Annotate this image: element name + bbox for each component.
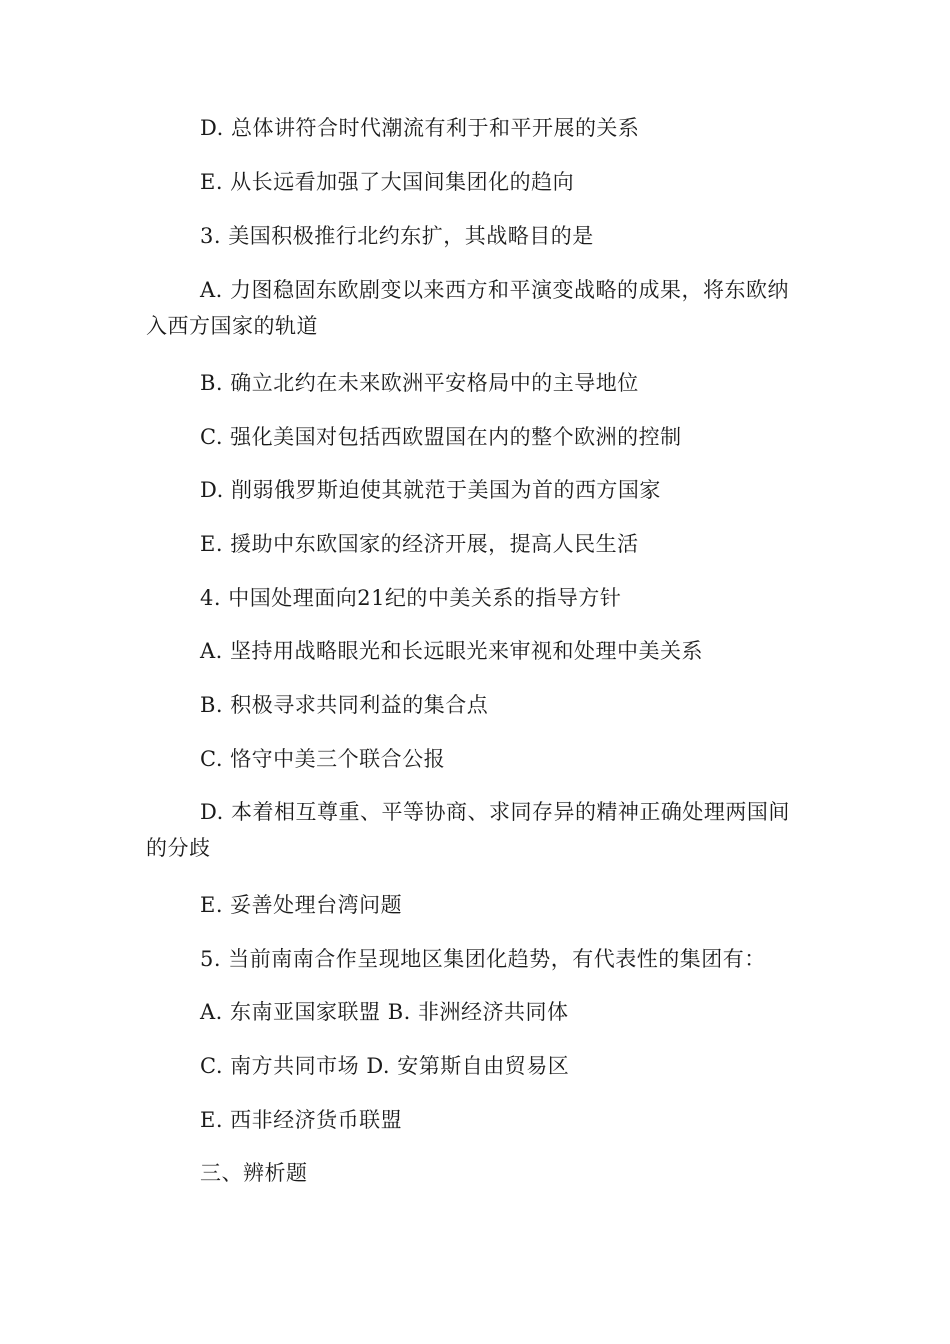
question-4-option-d: D. 本着相互尊重、平等协商、求同存异的精神正确处理两国间的分歧 <box>146 800 790 860</box>
question-4-option-a: A. 坚持用战略眼光和长远眼光来审视和处理中美关系 <box>200 639 704 663</box>
question-4-option-b: B. 积极寻求共同利益的集合点 <box>200 693 489 717</box>
section-heading: 三、辨析题 <box>200 1161 308 1185</box>
question-3-option-b: B. 确立北约在未来欧洲平安格局中的主导地位 <box>200 371 639 395</box>
option-d-line: D. 总体讲符合时代潮流有利于和平开展的关系 <box>200 116 640 140</box>
question-3: 3. 美国积极推行北约东扩，其战略目的是 <box>200 224 594 248</box>
question-4: 4. 中国处理面向21纪的中美关系的指导方针 <box>200 586 622 610</box>
option-e-line: E. 从长远看加强了大国间集团化的趋向 <box>200 170 575 194</box>
question-5-option-e: E. 西非经济货币联盟 <box>200 1108 403 1132</box>
question-3-option-c: C. 强化美国对包括西欧盟国在内的整个欧洲的控制 <box>200 425 682 449</box>
question-5-options-ab: A. 东南亚国家联盟 B. 非洲经济共同体 <box>200 1000 569 1024</box>
question-3-option-e: E. 援助中东欧国家的经济开展，提高人民生活 <box>200 532 639 556</box>
question-5: 5. 当前南南合作呈现地区集团化趋势，有代表性的集团有： <box>200 947 766 971</box>
question-4-option-c: C. 恪守中美三个联合公报 <box>200 747 446 771</box>
question-3-option-d: D. 削弱俄罗斯迫使其就范于美国为首的西方国家 <box>200 478 661 502</box>
question-5-options-cd: C. 南方共同市场 D. 安第斯自由贸易区 <box>200 1054 570 1078</box>
question-4-option-e: E. 妥善处理台湾问题 <box>200 893 403 917</box>
question-3-option-a: A. 力图稳固东欧剧变以来西方和平演变战略的成果，将东欧纳入西方国家的轨道 <box>146 278 790 338</box>
